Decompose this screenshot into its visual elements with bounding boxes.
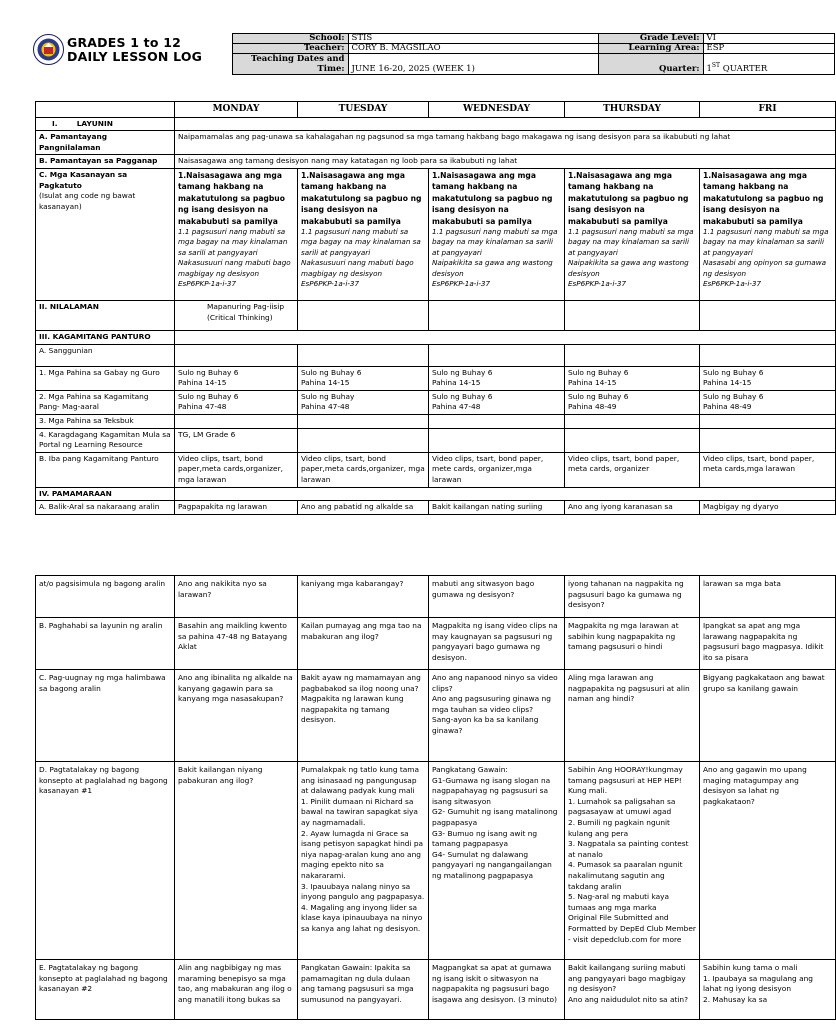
resource-row — [36, 452, 836, 487]
procedure-cell: Bakit kailangang suriing mabuti ang pangyayari bago magbigay ng desisyon? Ano ang naidudulot nito sa atin? — [565, 960, 700, 1020]
procedure-cell: Pumalakpak ng tatlo kung tama ang isinasaad ng pangungusap at dalawang padyak kung mali 1. Pinilit dumaan ni Richard sa bawal na tawiran sapagkat siya ay nagmamadali. 2. Ayaw lumagda ni Grace sa isang petisyon sapagkat hindi pa niya napag-aralan kung ano ang maging epekto nito sa nakararami. 3. Ipauubaya nalang ninyo sa inyong pangulo ang pagpapasya. 4. Magaling ang inyong lider sa klase kaya ipinauubaya na ninyo sa kanya ang lahat ng desisyon. — [298, 762, 429, 960]
balik-aral-label: A. Balik-Aral sa nakaraang aralin — [36, 501, 175, 515]
objective-text: 1.Naisasagawa ang mga tamang hakbang na makatutulong sa pagbuo ng isang desisyon na makabubuti sa pamilya — [432, 170, 553, 226]
procedure-cell: Bakit ayaw ng mamamayan ang pagbabakod sa ilog noong una? Magpakita ng larawan kung nagpapakita ng tamang desisyon. — [298, 670, 429, 762]
area-value: ESP — [703, 44, 834, 54]
title-line-1: GRADES 1 to 12 — [67, 35, 181, 50]
kasanayan-label-cell — [36, 168, 175, 300]
competency-code: EsP6PKP-1a-i-37 — [301, 279, 360, 289]
resource-label: B. Iba pang Kagamitang Panturo — [36, 452, 175, 487]
quarter-suffix: ST — [711, 62, 721, 70]
quarter-number: 1 — [706, 64, 712, 74]
day-header-row — [36, 102, 836, 118]
resource-cell: Sulo ng Buhay 6 Pahina 14-15 — [700, 366, 836, 390]
resource-label: 3. Mga Pahina sa Teksbuk — [36, 414, 175, 428]
kasanayan-tuesday — [298, 168, 429, 300]
procedure-label: D. Pagtatalakay ng bagong konsepto at paglalahad ng bagong kasanayan #1 — [36, 762, 175, 960]
sub-objective-detail: Nakasusuuri nang mabuti bago magbigay ng desisyon — [178, 258, 291, 278]
resource-cell: Video clips, tsart, bond paper,meta cards,organizer, mga larawan — [298, 452, 429, 487]
sub-objective: 1.1 pagsusuri nang mabuti sa mga bagay na may kinalaman sa sarili at pangyayari — [568, 227, 694, 257]
procedure-cell: Alin ang nagbibigay ng mas maraming benepisyo sa mga tao, ang mabakuran ang ilog o ang manatili itong bukas sa — [175, 960, 298, 1020]
layunin-number: I. — [52, 118, 58, 128]
sub-objective-detail: Nakasusuuri nang mabuti bago magbigay ng desisyon — [301, 258, 414, 278]
procedure-cell: Ano ang gagawin mo upang maging matagumpay ang desisyon sa lahat ng pagkakataon? — [700, 762, 836, 960]
resource-row — [36, 414, 836, 428]
dates-label — [232, 54, 348, 75]
competency-code: EsP6PKP-1a-i-37 — [178, 279, 237, 289]
pagganap-text: Naisasagawa ang tamang desisyon nang may katatagan ng loob para sa ikabubuti ng lahat — [175, 155, 836, 169]
resource-row — [36, 390, 836, 414]
procedure-cell: Ano ang ibinalita ng alkalde na kanyang gagawin para sa kanyang mga nasasakupan? — [175, 670, 298, 762]
procedure-label: E. Pagtatalakay ng bagong konsepto at paglalahad ng bagong kasanayan #2 — [36, 960, 175, 1020]
sanggunian-label: A. Sanggunian — [36, 344, 175, 366]
kagamitan-label: III. KAGAMITANG PANTURO — [36, 330, 175, 344]
layunin-row — [36, 117, 836, 131]
objective-text: 1.Naisasagawa ang mga tamang hakbang na makatutulong sa pagbuo ng isang desisyon na makabubuti sa pamilya — [703, 170, 824, 226]
procedure-cell: mabuti ang sitwasyon bago gumawa ng desisyon? — [429, 576, 565, 618]
kasanayan-label: C. Mga Kasanayan sa Pagkatuto — [39, 169, 128, 190]
kasanayan-row — [36, 168, 836, 300]
resource-cell: Sulo ng Buhay 6 Pahina 14-15 — [298, 366, 429, 390]
resource-cell — [565, 428, 700, 452]
day-tuesday: TUESDAY — [298, 102, 429, 118]
layunin-heading — [36, 117, 175, 131]
procedure-cell: Ano ang nakikita nyo sa larawan? — [175, 576, 298, 618]
sub-objective-detail: Naipakikita sa gawa ang wastong desisyon — [568, 258, 689, 278]
resource-cell — [700, 428, 836, 452]
header-table — [0, 33, 835, 75]
nilalaman-label: II. NILALAMAN — [36, 300, 175, 330]
kasanayan-wednesday — [429, 168, 565, 300]
procedure-cell: larawan sa mga bata — [700, 576, 836, 618]
balik-aral-thursday: Ano ang iyong karanasan sa — [565, 501, 700, 515]
resource-cell: Video clips, tsart, bond paper, meta cards,mga larawan — [700, 452, 836, 487]
resource-row — [36, 366, 836, 390]
day-wednesday: WEDNESDAY — [429, 102, 565, 118]
balik-aral-wednesday: Bakit kailangan nating suriing — [429, 501, 565, 515]
procedure-cell: Bakit kailangan niyang pabakuran ang ilog? — [175, 762, 298, 960]
procedure-cell: Sabihin kung tama o mali 1. Ipaubaya sa magulang ang lahat ng iyong desisyon 2. Mahusay ka sa — [700, 960, 836, 1020]
balik-aral-row — [36, 501, 836, 515]
procedure-cell: Bigyang pagkakataon ang bawat grupo sa kanilang gawain — [700, 670, 836, 762]
objective-text: 1.Naisasagawa ang mga tamang hakbang na makatutulong sa pagbuo ng isang desisyon na makabubuti sa pamilya — [178, 170, 285, 226]
resource-cell: Sulo ng Buhay 6 Pahina 14-15 — [565, 366, 700, 390]
resource-cell — [175, 414, 298, 428]
resource-label: 2. Mga Pahina sa Kagamitang Pang- Mag-aaral — [36, 390, 175, 414]
nilalaman-text: Mapanuring Pag-iisip (Critical Thinking) — [175, 300, 298, 330]
sub-objective: 1.1 pagsusuri nang mabuti sa mga bagay na may kinalaman sa sarili at pangyayari — [178, 227, 288, 257]
resource-cell — [429, 428, 565, 452]
quarter-label: Quarter: — [598, 54, 703, 75]
resource-cell: Sulo ng Buhay 6 Pahina 47-48 — [175, 390, 298, 414]
resource-cell: Sulo ng Buhay 6 Pahina 48-49 — [565, 390, 700, 414]
nilalaman-row — [36, 300, 836, 330]
pangnilalaman-text: Naipamamalas ang pag-unawa sa kahalagahan ng pagsunod sa mga tamang hakbang bago makagawa ng isang desisyon para sa ikabubuti ng lahat — [175, 131, 836, 155]
balik-aral-monday: Pagpapakita ng larawan — [175, 501, 298, 515]
procedure-label: C. Pag-uugnay ng mga halimbawa sa bagong aralin — [36, 670, 175, 762]
procedure-cell: Magpangkat sa apat at gumawa ng isang iskit o sitwasyon na nagpapakita ng pagsusuri bago isagawa ang desisyon. (3 minuto) — [429, 960, 565, 1020]
sub-objective-detail: Naipakikita sa gawa ang wastong desisyon — [432, 258, 553, 278]
resource-cell: Video clips, tsart, bond paper, meta cards, organizer — [565, 452, 700, 487]
sub-objective: 1.1 pagsusuri nang mabuti sa mga bagay na may kinalaman sa sarili at pangyayari — [301, 227, 421, 257]
dates-label-line-1: Teaching Dates and — [250, 54, 345, 64]
procedure-cell: Kailan pumayag ang mga tao na mabakuran ang ilog? — [298, 618, 429, 670]
resource-cell — [298, 414, 429, 428]
school-label: School: — [232, 34, 348, 44]
balik-aral-tuesday: Ano ang pabatid ng alkalde sa — [298, 501, 429, 515]
procedure-row — [36, 618, 836, 670]
title-line-2: DAILY LESSON LOG — [67, 49, 203, 64]
procedure-label: B. Paghahabi sa layunin ng aralin — [36, 618, 175, 670]
resource-rows — [36, 366, 836, 487]
grade-value: VI — [703, 34, 834, 44]
pangnilalaman-label: A. Pamantayang Pangnilalaman — [36, 131, 175, 155]
sub-objective-detail: Nasasabi ang opinyon sa gumawa ng desisyon — [703, 258, 826, 278]
objective-text: 1.Naisasagawa ang mga tamang hakbang na makatutulong sa pagbuo ng isang desisyon na makabubuti sa pamilya — [301, 170, 422, 226]
area-label: Learning Area: — [598, 44, 703, 54]
dates-value: JUNE 16-20, 2025 (WEEK 1) — [348, 54, 598, 75]
dates-label-line-2: Time: — [317, 64, 345, 74]
procedure-row — [36, 960, 836, 1020]
resource-cell — [429, 414, 565, 428]
kasanayan-thursday — [565, 168, 700, 300]
procedure-cell: Aling mga larawan ang nagpapakita ng pagsusuri at alin naman ang hindi? — [565, 670, 700, 762]
procedure-cell: Ano ang napanood ninyo sa video clips? Ano ang pagsusuring ginawa ng mga tauhan sa video clips? Sang-ayon ka ba sa kanilang ginawa? — [429, 670, 565, 762]
lesson-table-page-1 — [35, 101, 836, 515]
resource-cell: Video clips, tsart, bond paper, mete cards, organizer,mga larawan — [429, 452, 565, 487]
teacher-value: CORY B. MAGSILAO — [348, 44, 598, 54]
resource-cell: Sulo ng Buhay 6 Pahina 48-49 — [700, 390, 836, 414]
procedure-row — [36, 670, 836, 762]
grade-label: Grade Level: — [598, 34, 703, 44]
pagganap-row — [36, 155, 836, 169]
resource-row — [36, 428, 836, 452]
procedure-cell: Magpakita ng mga larawan at sabihin kung nagpapakita ng tamang pagsusuri o hindi — [565, 618, 700, 670]
procedure-cell: Pangkatang Gawain: G1-Gumawa ng isang slogan na nagpapahayag ng pagsusuri sa isang sitwasyon G2- Gumuhit ng isang matalinong pagpapasya G3- Bumuo ng isang awit ng tamang pagpapasya G4- Sumulat ng dalawang pangyayari ng nangangailangan ng matalinong pagpapasya — [429, 762, 565, 960]
competency-code: EsP6PKP-1a-i-37 — [703, 279, 762, 289]
procedure-rows — [36, 576, 836, 1020]
objective-text: 1.Naisasagawa ang mga tamang hakbang na makatutulong sa pagbuo ng isang desisyon na makabubuti sa pamilya — [568, 170, 689, 226]
resource-label: 4. Karagdagang Kagamitan Mula sa Portal ng Learning Resource — [36, 428, 175, 452]
procedure-cell: kaniyang mga kabarangay? — [298, 576, 429, 618]
procedure-cell: Ipangkat sa apat ang mga larawang nagpapakita ng pagsusuri bago magpasya. Idikit ito sa pisara — [700, 618, 836, 670]
pagganap-label: B. Pamantayan sa Pagganap — [36, 155, 175, 169]
sub-objective: 1.1 pagsusuri nang mabuti sa mga bagay na may kinalaman sa sarili at pangyayari — [703, 227, 829, 257]
kasanayan-monday — [175, 168, 298, 300]
day-thursday: THURSDAY — [565, 102, 700, 118]
kasanayan-note: (Isulat ang code ng bawat kasanayan) — [39, 191, 136, 211]
page-2 — [0, 572, 825, 1024]
resource-cell: Sulo ng Buhay 6 Pahina 47-48 — [429, 390, 565, 414]
pamamaraan-row — [36, 487, 836, 501]
resource-cell: TG, LM Grade 6 — [175, 428, 298, 452]
pamamaraan-label: IV. PAMAMARAAN — [36, 487, 175, 501]
lesson-table-page-2 — [35, 575, 836, 1020]
competency-code: EsP6PKP-1a-i-37 — [568, 279, 627, 289]
procedure-cell: Basahin ang maikling kwento sa pahina 47-48 ng Batayang Aklat — [175, 618, 298, 670]
procedure-cell: Pangkatan Gawain: Ipakita sa pamamagitan ng dula dulaan ang tamang pagsusuri sa mga sumusunod na pangyayari. — [298, 960, 429, 1020]
procedure-cell: Magpakita ng isang video clips na may kaugnayan sa pagsusuri ng pangyayari bago gumawa ng desisyon. — [429, 618, 565, 670]
sub-objective: 1.1 pagsusuri nang mabuti sa mga bagay na may kinalaman sa sarili at pangyayari — [432, 227, 558, 257]
quarter-text: QUARTER — [720, 64, 768, 74]
resource-label: 1. Mga Pahina sa Gabay ng Guro — [36, 366, 175, 390]
teacher-label: Teacher: — [232, 44, 348, 54]
day-friday: FRI — [700, 102, 836, 118]
layunin-label: LAYUNIN — [76, 118, 113, 128]
day-monday: MONDAY — [175, 102, 298, 118]
school-value: STIS — [348, 34, 598, 44]
resource-cell: Sulo ng Buhay 6 Pahina 14-15 — [175, 366, 298, 390]
resource-cell — [565, 414, 700, 428]
resource-cell: Sulo ng Buhay Pahina 47-48 — [298, 390, 429, 414]
kagamitan-row — [36, 330, 836, 344]
procedure-label: at/o pagsisimula ng bagong aralin — [36, 576, 175, 618]
resource-cell — [298, 428, 429, 452]
balik-aral-friday: Magbigay ng dyaryo — [700, 501, 836, 515]
competency-code: EsP6PKP-1a-i-37 — [432, 279, 491, 289]
procedure-row — [36, 576, 836, 618]
pangnilalaman-row — [36, 131, 836, 155]
procedure-cell: Sabihin Ang HOORAY!kungmay tamang pagsusuri at HEP HEP! Kung mali. 1. Lumahok sa paligsahan sa pagsasayaw at umuwi agad 2. Bumili ng pagkain ngunit kulang ang pera 3. Nagpatala sa painting contest at nanalo 4. Pumasok sa paaralan ngunit nakalimutang sagutin ang takdang aralin 5. Nag-aral ng mabuti kaya tumaas ang mga marka Original File Submitted and Formatted by DepEd Club Member - visit depedclub.com for more — [565, 762, 700, 960]
resource-cell: Sulo ng Buhay 6 Pahina 14-15 — [429, 366, 565, 390]
resource-cell — [700, 414, 836, 428]
resource-cell: Video clips, tsart, bond paper,meta cards,organizer, mga larawan — [175, 452, 298, 487]
procedure-row — [36, 762, 836, 960]
page-gap — [0, 518, 768, 572]
procedure-cell: iyong tahanan na nagpakita ng pagsusuri bago ka gumawa ng desisyon? — [565, 576, 700, 618]
kasanayan-friday — [700, 168, 836, 300]
quarter-value — [703, 54, 834, 75]
sanggunian-row — [36, 344, 836, 366]
